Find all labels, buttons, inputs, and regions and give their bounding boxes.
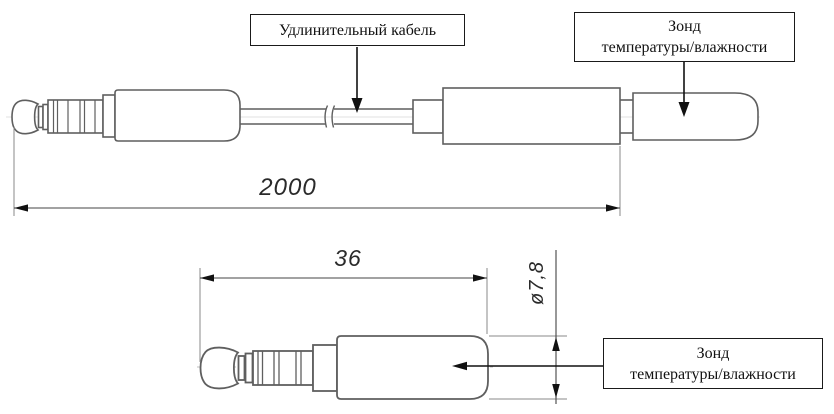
cable-callout-text: Удлинительный кабель	[278, 21, 437, 39]
cable-callout-box	[250, 14, 465, 46]
jack-plug-bottom	[201, 336, 489, 399]
dia-arrow-up	[552, 337, 560, 351]
dim-arrow-left	[14, 204, 28, 211]
dimension-diameter-text: ø7,8	[526, 260, 548, 306]
plug-body	[115, 90, 240, 141]
probe-callout-bottom-line1: Зонд	[696, 344, 730, 362]
probe-body-top-view	[633, 93, 758, 140]
probe-callout-top-line1: Зонд	[668, 18, 701, 35]
probe-callout-box-top	[574, 12, 795, 62]
plug-collar-bottom	[313, 345, 337, 391]
dim36-arrow-right	[473, 274, 487, 281]
jack-tip	[12, 100, 38, 133]
jack-plug-top	[12, 90, 240, 141]
probe-callout-bottom-line2: температуры/влажности	[630, 365, 796, 383]
connector-body	[443, 88, 620, 144]
top-view-drawing	[6, 47, 760, 216]
plug-collar	[103, 95, 115, 137]
dia-arrow-down	[552, 384, 560, 398]
dim-arrow-right	[606, 204, 620, 211]
callout-arrow-cable	[352, 47, 363, 113]
jack-ring-large-bottom	[246, 354, 253, 383]
connector-collar	[413, 100, 443, 133]
probe-callout-box-bottom	[603, 338, 823, 389]
dimension-2000-text: 2000	[259, 174, 317, 201]
probe-callout-top-line2: температуры/влажности	[601, 39, 768, 56]
jack-tip-bottom	[201, 348, 239, 389]
dim36-arrow-left	[200, 274, 214, 281]
connector-and-probe	[413, 88, 758, 144]
jack-ring-small-bottom	[239, 356, 245, 380]
dimension-36-text: 36	[334, 245, 362, 271]
